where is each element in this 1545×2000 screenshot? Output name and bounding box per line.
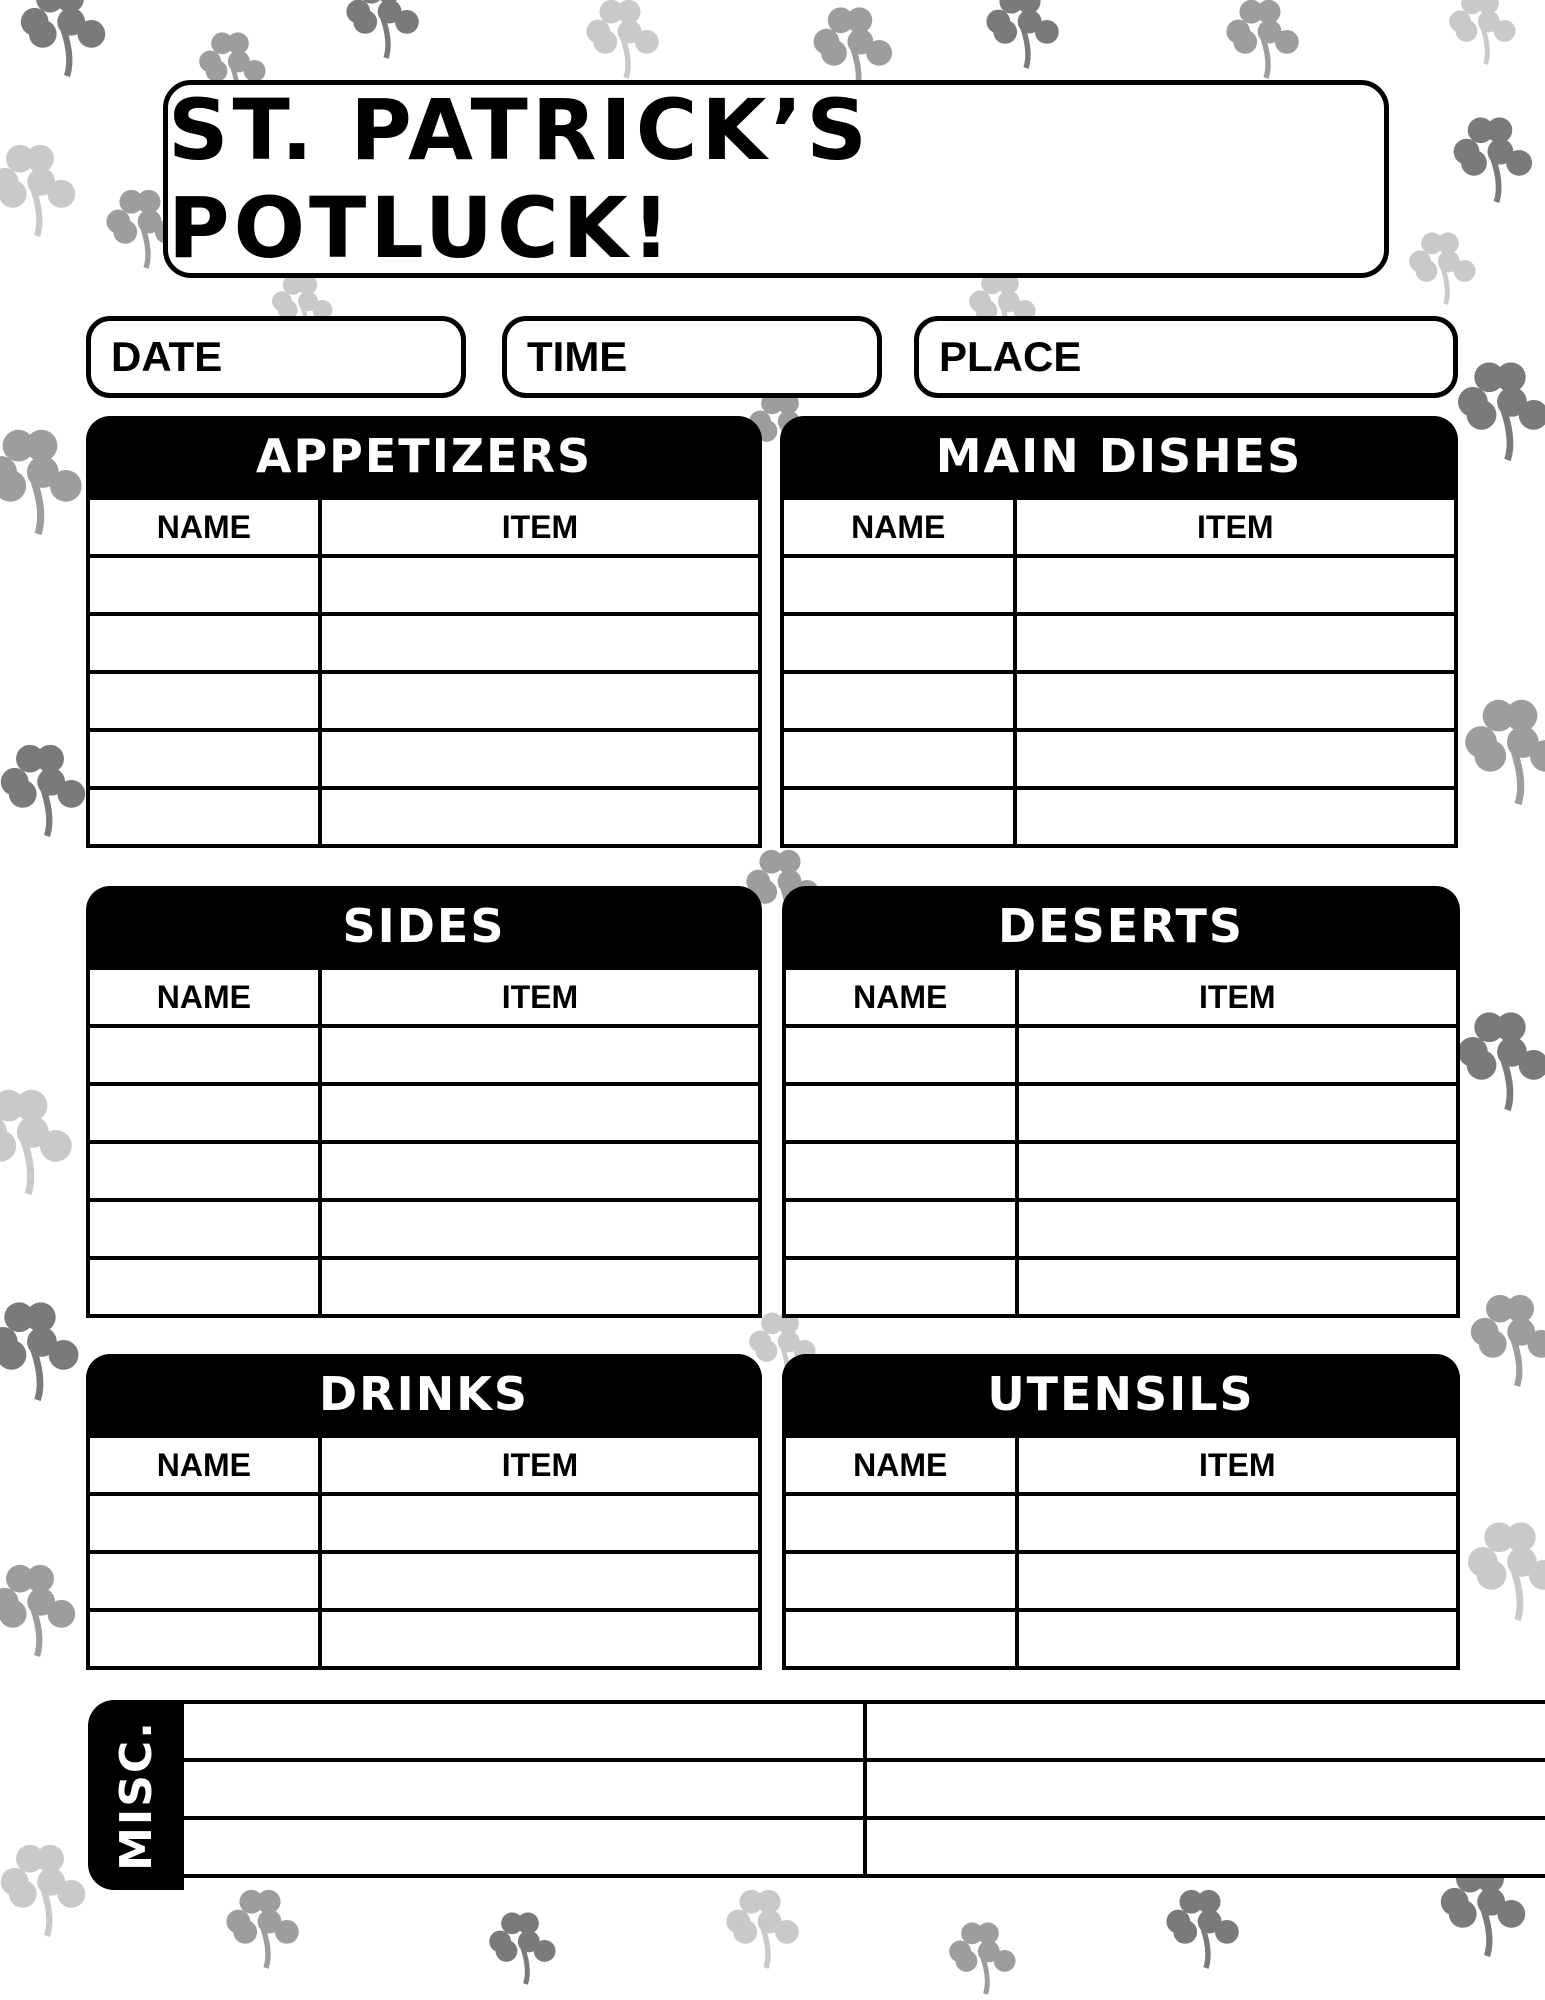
- shamrock-icon: [226, 1890, 298, 1968]
- table-header-row: [782, 498, 1456, 556]
- drinks-header: [86, 1354, 762, 1434]
- table-row: [782, 556, 1456, 614]
- name-cell[interactable]: [784, 1026, 1017, 1084]
- shamrock-icon: [586, 0, 658, 78]
- table-row: [88, 556, 760, 614]
- item-column-header: ITEM: [1015, 498, 1456, 556]
- shamrock-icon: [0, 1565, 75, 1656]
- item-cell[interactable]: [320, 1610, 760, 1668]
- table-row: [782, 614, 1456, 672]
- title-banner: [163, 80, 1389, 278]
- item-cell[interactable]: [1015, 614, 1456, 672]
- table-row: [88, 1200, 760, 1258]
- item-cell[interactable]: [1017, 1084, 1458, 1142]
- name-cell[interactable]: [782, 788, 1015, 846]
- shamrock-icon: [0, 1302, 78, 1400]
- table-header-row: [88, 968, 760, 1026]
- main-dishes-table: [780, 496, 1458, 848]
- utensils-table: [782, 1434, 1460, 1670]
- deserts-table: [782, 966, 1460, 1318]
- name-cell[interactable]: [784, 1494, 1017, 1552]
- table-header-row: [88, 1436, 760, 1494]
- misc-cell[interactable]: [182, 1818, 865, 1876]
- table-row: [782, 730, 1456, 788]
- drinks-table: [86, 1434, 762, 1670]
- name-cell[interactable]: [784, 1552, 1017, 1610]
- sides-header: [86, 886, 762, 966]
- table-row: [784, 1552, 1458, 1610]
- item-cell[interactable]: [320, 788, 760, 846]
- table-row: [88, 730, 760, 788]
- table-row: [88, 1258, 760, 1316]
- table-row: [784, 1026, 1458, 1084]
- item-column-header: ITEM: [1017, 1436, 1458, 1494]
- item-cell[interactable]: [320, 1026, 760, 1084]
- shamrock-icon: [1166, 1890, 1238, 1968]
- main-dishes-section: [780, 416, 1458, 848]
- shamrock-icon: [489, 1912, 555, 1984]
- utensils-header: [782, 1354, 1460, 1434]
- table-row: [88, 614, 760, 672]
- misc-row: [182, 1818, 1545, 1876]
- table-row: [88, 672, 760, 730]
- name-cell[interactable]: [784, 1200, 1017, 1258]
- section-title: DESERTS: [997, 899, 1245, 953]
- misc-cell[interactable]: [865, 1760, 1545, 1818]
- shamrock-icon: [949, 1922, 1015, 1994]
- appetizers-table: [86, 496, 762, 848]
- shamrock-icon: [1, 745, 85, 836]
- item-cell[interactable]: [320, 1200, 760, 1258]
- misc-row: [182, 1760, 1545, 1818]
- misc-grid: [180, 1700, 1545, 1878]
- item-cell[interactable]: [320, 672, 760, 730]
- name-cell[interactable]: [88, 1200, 320, 1258]
- misc-cell[interactable]: [865, 1818, 1545, 1876]
- item-cell[interactable]: [320, 1142, 760, 1200]
- drinks-section: [86, 1354, 762, 1670]
- shamrock-icon: [1226, 0, 1298, 78]
- name-cell[interactable]: [782, 556, 1015, 614]
- name-cell[interactable]: [784, 1258, 1017, 1316]
- utensils-section: [782, 1354, 1460, 1670]
- item-cell[interactable]: [1017, 1494, 1458, 1552]
- table-row: [782, 788, 1456, 846]
- misc-cell[interactable]: [182, 1760, 865, 1818]
- name-column-header: NAME: [88, 498, 320, 556]
- item-column-header: ITEM: [320, 968, 760, 1026]
- item-cell[interactable]: [1017, 1142, 1458, 1200]
- table-row: [88, 1142, 760, 1200]
- section-title: SIDES: [342, 899, 506, 953]
- shamrock-icon: [1409, 232, 1475, 304]
- shamrock-icon: [0, 1090, 72, 1194]
- shamrock-icon: [1, 1845, 85, 1936]
- item-cell[interactable]: [320, 730, 760, 788]
- item-cell[interactable]: [1015, 788, 1456, 846]
- item-cell[interactable]: [1017, 1200, 1458, 1258]
- name-column-header: NAME: [782, 498, 1015, 556]
- shamrock-icon: [21, 0, 105, 76]
- item-cell[interactable]: [320, 1494, 760, 1552]
- sides-table: [86, 966, 762, 1318]
- shamrock-icon: [1458, 362, 1545, 460]
- name-cell[interactable]: [88, 730, 320, 788]
- shamrock-icon: [1471, 1295, 1545, 1386]
- shamrock-icon: [1468, 1522, 1545, 1620]
- name-cell[interactable]: [88, 1258, 320, 1316]
- item-column-header: ITEM: [320, 1436, 760, 1494]
- misc-section: [88, 1700, 1458, 1890]
- name-cell[interactable]: [88, 1552, 320, 1610]
- name-cell[interactable]: [88, 672, 320, 730]
- item-cell[interactable]: [1017, 1026, 1458, 1084]
- table-row: [784, 1142, 1458, 1200]
- table-row: [784, 1084, 1458, 1142]
- item-cell[interactable]: [320, 614, 760, 672]
- section-title: MAIN DISHES: [935, 429, 1303, 483]
- shamrock-icon: [1449, 0, 1515, 64]
- table-row: [88, 788, 760, 846]
- name-column-header: NAME: [784, 968, 1017, 1026]
- section-title: APPETIZERS: [255, 429, 593, 483]
- time-label: TIME: [527, 333, 628, 380]
- deserts-section: [782, 886, 1460, 1318]
- name-cell[interactable]: [88, 1084, 320, 1142]
- appetizers-header: [86, 416, 762, 496]
- shamrock-icon: [346, 0, 418, 58]
- name-cell[interactable]: [784, 1084, 1017, 1142]
- name-cell[interactable]: [88, 556, 320, 614]
- appetizers-section: [86, 416, 762, 848]
- table-row: [784, 1610, 1458, 1668]
- table-row: [88, 1610, 760, 1668]
- item-cell[interactable]: [320, 1258, 760, 1316]
- main-dishes-header: [780, 416, 1458, 496]
- shamrock-icon: [1458, 1012, 1545, 1110]
- table-row: [784, 1494, 1458, 1552]
- name-cell[interactable]: [784, 1142, 1017, 1200]
- sides-section: [86, 886, 762, 1318]
- item-cell[interactable]: [320, 1552, 760, 1610]
- table-row: [88, 1026, 760, 1084]
- table-row: [784, 1200, 1458, 1258]
- misc-label: MISC.: [110, 1719, 162, 1871]
- date-label: DATE: [111, 333, 223, 380]
- shamrock-icon: [0, 430, 82, 534]
- shamrock-icon: [986, 0, 1058, 68]
- item-cell[interactable]: [320, 1084, 760, 1142]
- name-cell[interactable]: [782, 672, 1015, 730]
- table-row: [88, 1494, 760, 1552]
- place-label: PLACE: [939, 333, 1082, 380]
- item-cell[interactable]: [320, 556, 760, 614]
- shamrock-icon: [0, 145, 75, 236]
- name-cell[interactable]: [88, 614, 320, 672]
- item-cell[interactable]: [1017, 1552, 1458, 1610]
- misc-tab: [88, 1700, 184, 1890]
- page-title: ST. PATRICK’S POTLUCK!: [168, 81, 871, 277]
- item-cell[interactable]: [1017, 1258, 1458, 1316]
- table-row: [782, 672, 1456, 730]
- name-column-header: NAME: [784, 1436, 1017, 1494]
- name-cell[interactable]: [88, 788, 320, 846]
- misc-cell[interactable]: [182, 1702, 865, 1760]
- date-field[interactable]: [86, 316, 466, 398]
- shamrock-icon: [1465, 700, 1545, 804]
- shamrock-icon: [1454, 117, 1532, 202]
- item-cell[interactable]: [1015, 730, 1456, 788]
- name-cell[interactable]: [88, 1142, 320, 1200]
- section-title: UTENSILS: [987, 1367, 1255, 1421]
- table-row: [784, 1258, 1458, 1316]
- section-title: DRINKS: [319, 1367, 529, 1421]
- item-cell[interactable]: [1017, 1610, 1458, 1668]
- name-cell[interactable]: [782, 730, 1015, 788]
- item-column-header: ITEM: [1017, 968, 1458, 1026]
- item-cell[interactable]: [1015, 672, 1456, 730]
- item-column-header: ITEM: [320, 498, 760, 556]
- name-cell[interactable]: [782, 614, 1015, 672]
- table-row: [88, 1552, 760, 1610]
- table-header-row: [784, 968, 1458, 1026]
- name-column-header: NAME: [88, 968, 320, 1026]
- name-cell[interactable]: [88, 1494, 320, 1552]
- misc-row: [182, 1702, 1545, 1760]
- name-cell[interactable]: [88, 1026, 320, 1084]
- place-field[interactable]: [914, 316, 1458, 398]
- name-cell[interactable]: [784, 1610, 1017, 1668]
- item-cell[interactable]: [1015, 556, 1456, 614]
- misc-cell[interactable]: [865, 1702, 1545, 1760]
- table-header-row: [784, 1436, 1458, 1494]
- shamrock-icon: [726, 1890, 798, 1968]
- time-field[interactable]: [502, 316, 882, 398]
- table-header-row: [88, 498, 760, 556]
- table-row: [88, 1084, 760, 1142]
- deserts-header: [782, 886, 1460, 966]
- name-cell[interactable]: [88, 1610, 320, 1668]
- name-column-header: NAME: [88, 1436, 320, 1494]
